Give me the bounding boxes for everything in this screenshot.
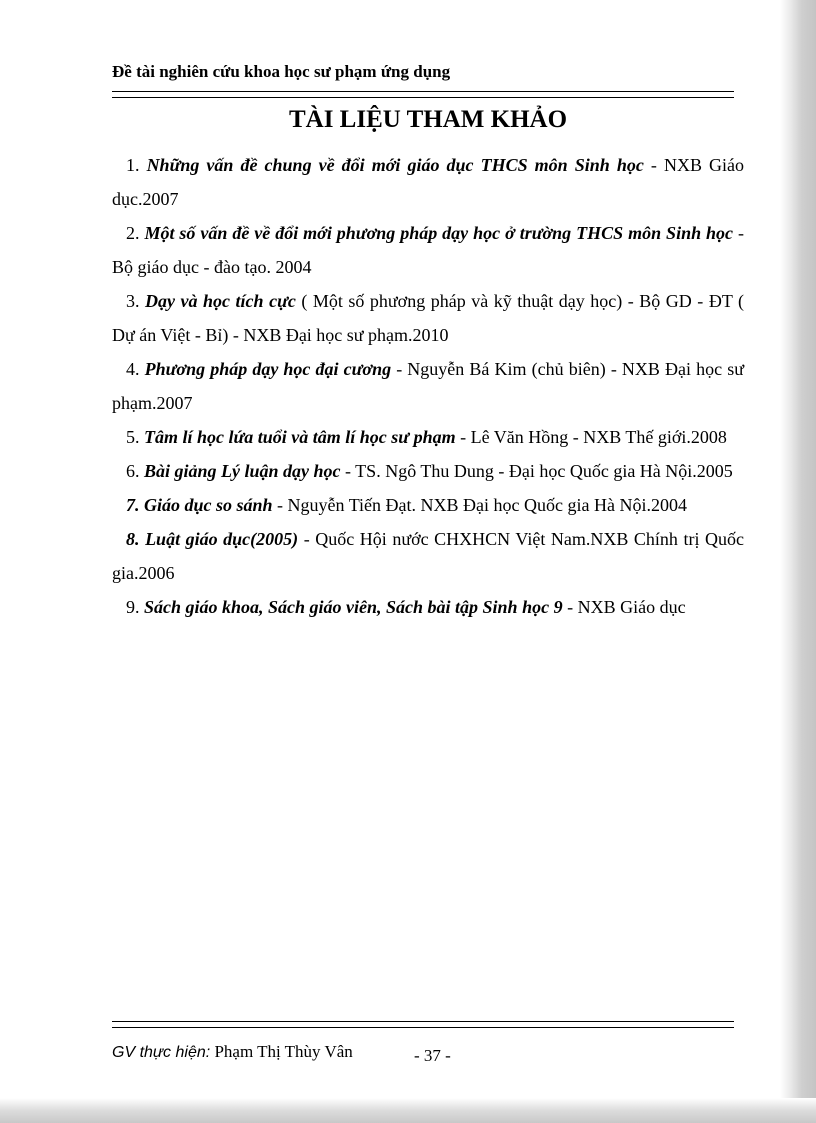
reference-item <box>112 454 744 488</box>
reference-number: 7. <box>126 495 140 515</box>
reference-details: - Bộ giáo dục - đào tạo. 2004 <box>112 223 744 277</box>
page-title: TÀI LIỆU THAM KHẢO <box>288 106 568 133</box>
reference-item <box>112 216 744 284</box>
reference-item <box>112 590 744 624</box>
reference-title: Tâm lí học lứa tuổi và tâm lí học sư phạm <box>144 427 456 447</box>
reference-number: 9. <box>126 597 140 617</box>
reference-item <box>112 284 744 352</box>
reference-details: ( Một số phương pháp và kỹ thuật dạy học) - Bộ GD - ĐT ( Dự án Việt - Bỉ) - NXB Đại học sư phạm.2010 <box>112 291 744 345</box>
reference-item <box>112 420 744 454</box>
running-header: Đề tài nghiên cứu khoa học sư phạm ứng dụng <box>112 62 451 81</box>
reference-title: Dạy và học tích cực <box>145 291 296 311</box>
reference-details: - NXB Giáo dục.2007 <box>112 155 744 209</box>
footer-double-rule <box>112 1021 734 1028</box>
reference-details: - Lê Văn Hồng - NXB Thế giới.2008 <box>455 427 727 447</box>
reference-number: 6. <box>126 461 140 481</box>
reference-title: Sách giáo khoa, Sách giáo viên, Sách bài tập Sinh học 9 <box>144 597 563 617</box>
reference-item <box>112 522 744 590</box>
reference-title: Luật giáo dục(2005) <box>145 529 299 549</box>
reference-title: Phương pháp dạy học đại cương <box>144 359 392 379</box>
reference-title: Giáo dục so sánh <box>144 495 273 515</box>
reference-title: Một số vấn đề về đổi mới phương pháp dạy học ở trường THCS môn Sinh học <box>144 223 734 243</box>
reference-details: - TS. Ngô Thu Dung - Đại học Quốc gia Hà Nội.2005 <box>340 461 733 481</box>
reference-details: - Quốc Hội nước CHXHCN Việt Nam.NXB Chính trị Quốc gia.2006 <box>112 529 745 583</box>
reference-number: 2. <box>126 223 140 243</box>
footer-teacher-name: Phạm Thị Thùy Vân <box>210 1042 353 1061</box>
reference-number: 8. <box>126 529 140 549</box>
reference-number: 3. <box>126 291 140 311</box>
reference-item <box>112 488 744 522</box>
footer-teacher-label: GV thực hiện: <box>112 1044 211 1061</box>
reference-title: Bài giảng Lý luận dạy học <box>144 461 341 481</box>
header-double-rule <box>112 91 734 98</box>
page-edge-shadow-bottom <box>0 1098 816 1123</box>
reference-title: Những vấn đề chung về đổi mới giáo dục THCS môn Sinh học <box>146 155 644 175</box>
reference-number: 5. <box>126 427 140 447</box>
page-number: - 37 - <box>414 1046 451 1065</box>
reference-item <box>112 148 744 216</box>
reference-number: 4. <box>126 359 140 379</box>
reference-list <box>112 148 744 624</box>
page-edge-shadow-right <box>780 0 816 1123</box>
reference-number: 1. <box>126 155 140 175</box>
reference-details: - Nguyễn Tiến Đạt. NXB Đại học Quốc gia Hà Nội.2004 <box>272 495 687 515</box>
reference-item <box>112 352 744 420</box>
reference-details: - Nguyễn Bá Kim (chủ biên) - NXB Đại học sư phạm.2007 <box>112 359 745 413</box>
reference-details: - NXB Giáo dục <box>562 597 686 617</box>
